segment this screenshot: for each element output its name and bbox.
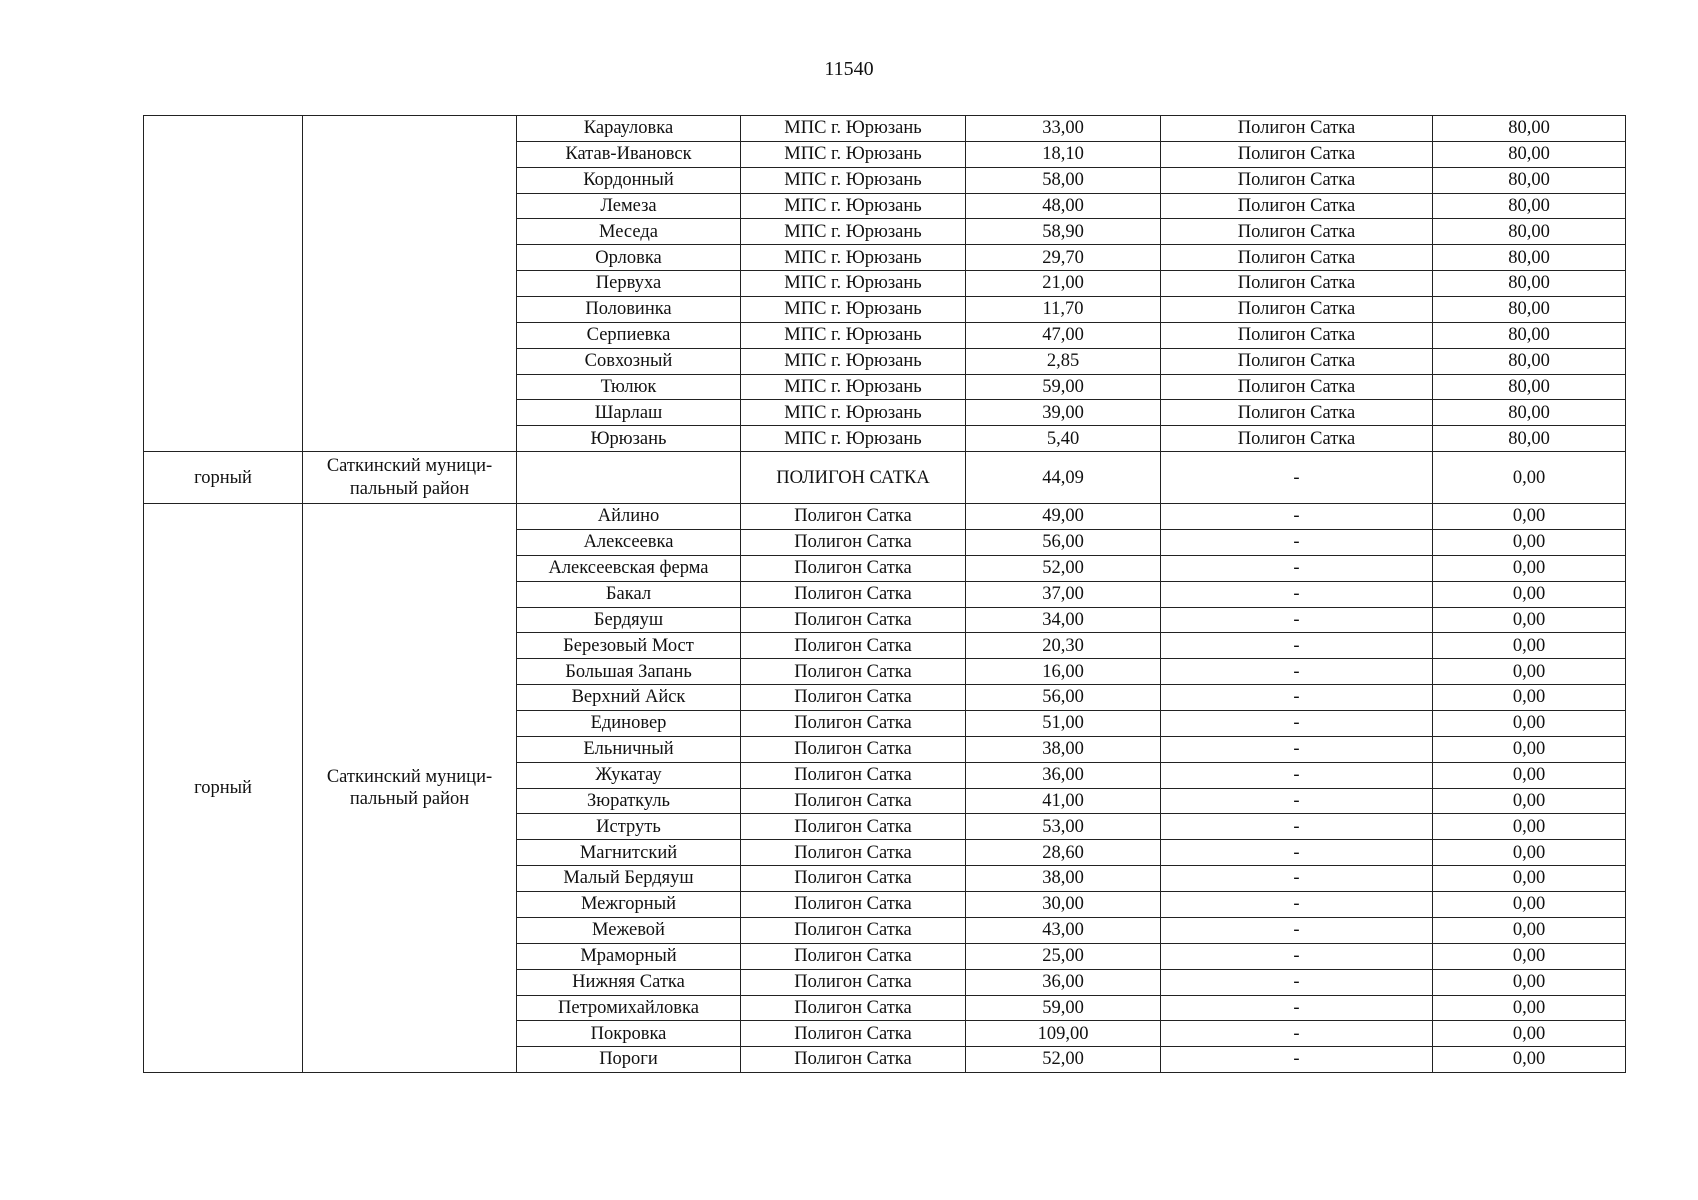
to-cell: - [1161,969,1433,995]
value-cell: 0,00 [1433,711,1626,737]
to-cell: - [1161,711,1433,737]
settlement-cell: Алексеевская ферма [517,555,741,581]
distance-cell: 41,00 [966,788,1161,814]
from-cell: Полигон Сатка [741,633,966,659]
distance-cell: 58,00 [966,167,1161,193]
from-cell: Полигон Сатка [741,943,966,969]
table-row [144,452,1626,504]
value-cell: 80,00 [1433,297,1626,323]
page-number: 11540 [824,58,874,80]
value-cell: 0,00 [1433,840,1626,866]
value-cell: 0,00 [1433,943,1626,969]
settlement-cell: Березовый Мост [517,633,741,659]
from-cell: ПОЛИГОН САТКА [741,452,966,504]
to-cell: - [1161,762,1433,788]
distance-cell: 56,00 [966,685,1161,711]
from-cell: МПС г. Юрюзань [741,374,966,400]
settlement-cell: Меседа [517,219,741,245]
from-cell: МПС г. Юрюзань [741,219,966,245]
to-cell: Полигон Сатка [1161,116,1433,142]
from-cell: Полигон Сатка [741,995,966,1021]
distance-cell: 51,00 [966,711,1161,737]
value-cell: 80,00 [1433,426,1626,452]
value-cell: 0,00 [1433,685,1626,711]
from-cell: МПС г. Юрюзань [741,116,966,142]
from-cell: Полигон Сатка [741,607,966,633]
from-cell: Полигон Сатка [741,555,966,581]
to-cell: - [1161,736,1433,762]
to-cell: - [1161,943,1433,969]
settlement-cell: Иструть [517,814,741,840]
value-cell: 0,00 [1433,1021,1626,1047]
from-cell: Полигон Сатка [741,762,966,788]
value-cell: 0,00 [1433,814,1626,840]
from-cell: Полигон Сатка [741,840,966,866]
from-cell: Полигон Сатка [741,1021,966,1047]
to-cell: Полигон Сатка [1161,271,1433,297]
to-cell: - [1161,555,1433,581]
from-cell: МПС г. Юрюзань [741,322,966,348]
from-cell: Полигон Сатка [741,1047,966,1073]
data-table [143,115,1626,1073]
value-cell: 80,00 [1433,245,1626,271]
to-cell: Полигон Сатка [1161,426,1433,452]
from-cell: МПС г. Юрюзань [741,271,966,297]
distance-cell: 59,00 [966,995,1161,1021]
value-cell: 80,00 [1433,400,1626,426]
distance-cell: 47,00 [966,322,1161,348]
settlement-cell: Первуха [517,271,741,297]
to-cell: - [1161,685,1433,711]
value-cell: 80,00 [1433,348,1626,374]
value-cell: 80,00 [1433,141,1626,167]
value-cell: 80,00 [1433,116,1626,142]
distance-cell: 36,00 [966,969,1161,995]
to-cell: Полигон Сатка [1161,219,1433,245]
settlement-cell: Кордонный [517,167,741,193]
to-cell: - [1161,788,1433,814]
distance-cell: 48,00 [966,193,1161,219]
value-cell: 80,00 [1433,167,1626,193]
distance-cell: 43,00 [966,917,1161,943]
settlement-cell: Алексеевка [517,530,741,556]
value-cell: 0,00 [1433,969,1626,995]
table-row [144,504,1626,530]
settlement-cell: Зюраткуль [517,788,741,814]
from-cell: МПС г. Юрюзань [741,297,966,323]
settlement-cell: Орловка [517,245,741,271]
from-cell: МПС г. Юрюзань [741,245,966,271]
from-cell: Полигон Сатка [741,711,966,737]
to-cell: - [1161,840,1433,866]
to-cell: - [1161,814,1433,840]
to-cell: - [1161,581,1433,607]
to-cell: Полигон Сатка [1161,322,1433,348]
settlement-cell: Шарлаш [517,400,741,426]
to-cell: Полигон Сатка [1161,245,1433,271]
value-cell: 0,00 [1433,555,1626,581]
to-cell: - [1161,504,1433,530]
distance-cell: 56,00 [966,530,1161,556]
value-cell: 0,00 [1433,633,1626,659]
to-cell: - [1161,866,1433,892]
value-cell: 0,00 [1433,1047,1626,1073]
settlement-cell: Мраморный [517,943,741,969]
from-cell: Полигон Сатка [741,814,966,840]
value-cell: 0,00 [1433,607,1626,633]
zone-cell: горный [144,452,303,504]
table-row [144,116,1626,142]
to-cell: - [1161,1021,1433,1047]
settlement-cell: Единовер [517,711,741,737]
value-cell: 0,00 [1433,917,1626,943]
settlement-cell [517,452,741,504]
from-cell: МПС г. Юрюзань [741,348,966,374]
settlement-cell: Серпиевка [517,322,741,348]
distance-cell: 38,00 [966,736,1161,762]
distance-cell: 11,70 [966,297,1161,323]
settlement-cell: Лемеза [517,193,741,219]
settlement-cell: Половинка [517,297,741,323]
to-cell: Полигон Сатка [1161,141,1433,167]
settlement-cell: Совхозный [517,348,741,374]
settlement-cell: Пороги [517,1047,741,1073]
distance-cell: 34,00 [966,607,1161,633]
value-cell: 80,00 [1433,193,1626,219]
from-cell: Полигон Сатка [741,530,966,556]
from-cell: МПС г. Юрюзань [741,193,966,219]
from-cell: Полигон Сатка [741,504,966,530]
distance-cell: 20,30 [966,633,1161,659]
distance-cell: 29,70 [966,245,1161,271]
from-cell: Полигон Сатка [741,892,966,918]
to-cell: - [1161,995,1433,1021]
distance-cell: 53,00 [966,814,1161,840]
settlement-cell: Магнитский [517,840,741,866]
settlement-cell: Юрюзань [517,426,741,452]
distance-cell: 16,00 [966,659,1161,685]
to-cell: Полигон Сатка [1161,193,1433,219]
district-cell [303,116,517,452]
settlement-cell: Петромихайловка [517,995,741,1021]
settlement-cell: Большая Запань [517,659,741,685]
settlement-cell: Жукатау [517,762,741,788]
value-cell: 0,00 [1433,995,1626,1021]
value-cell: 0,00 [1433,659,1626,685]
value-cell: 0,00 [1433,788,1626,814]
distance-cell: 39,00 [966,400,1161,426]
distance-cell: 21,00 [966,271,1161,297]
settlement-cell: Айлино [517,504,741,530]
settlement-cell: Малый Бердяуш [517,866,741,892]
settlement-cell: Карауловка [517,116,741,142]
from-cell: Полигон Сатка [741,736,966,762]
from-cell: Полигон Сатка [741,866,966,892]
distance-cell: 25,00 [966,943,1161,969]
distance-cell: 30,00 [966,892,1161,918]
settlement-cell: Покровка [517,1021,741,1047]
from-cell: МПС г. Юрюзань [741,167,966,193]
from-cell: Полигон Сатка [741,659,966,685]
to-cell: Полигон Сатка [1161,167,1433,193]
distance-cell: 38,00 [966,866,1161,892]
distance-cell: 52,00 [966,1047,1161,1073]
distance-cell: 18,10 [966,141,1161,167]
value-cell: 0,00 [1433,530,1626,556]
value-cell: 0,00 [1433,504,1626,530]
distance-cell: 49,00 [966,504,1161,530]
settlement-cell: Межгорный [517,892,741,918]
settlement-cell: Ельничный [517,736,741,762]
to-cell: - [1161,892,1433,918]
to-cell: - [1161,452,1433,504]
to-cell: - [1161,607,1433,633]
distance-cell: 2,85 [966,348,1161,374]
value-cell: 80,00 [1433,219,1626,245]
distance-cell: 59,00 [966,374,1161,400]
to-cell: Полигон Сатка [1161,297,1433,323]
from-cell: МПС г. Юрюзань [741,141,966,167]
zone-cell: горный [144,504,303,1073]
from-cell: Полигон Сатка [741,788,966,814]
value-cell: 0,00 [1433,452,1626,504]
distance-cell: 109,00 [966,1021,1161,1047]
distance-cell: 58,90 [966,219,1161,245]
to-cell: Полигон Сатка [1161,400,1433,426]
settlement-cell: Бакал [517,581,741,607]
settlement-cell: Межевой [517,917,741,943]
from-cell: Полигон Сатка [741,969,966,995]
district-cell: Саткинский муници-пальный район [303,452,517,504]
from-cell: Полигон Сатка [741,685,966,711]
distance-cell: 33,00 [966,116,1161,142]
to-cell: Полигон Сатка [1161,348,1433,374]
settlement-cell: Нижняя Сатка [517,969,741,995]
settlement-cell: Тюлюк [517,374,741,400]
value-cell: 80,00 [1433,374,1626,400]
settlement-cell: Бердяуш [517,607,741,633]
distance-cell: 28,60 [966,840,1161,866]
distance-cell: 52,00 [966,555,1161,581]
distance-cell: 44,09 [966,452,1161,504]
settlement-cell: Верхний Айск [517,685,741,711]
zone-cell [144,116,303,452]
to-cell: - [1161,659,1433,685]
value-cell: 80,00 [1433,322,1626,348]
value-cell: 0,00 [1433,736,1626,762]
from-cell: МПС г. Юрюзань [741,400,966,426]
settlement-cell: Катав-Ивановск [517,141,741,167]
value-cell: 80,00 [1433,271,1626,297]
to-cell: - [1161,530,1433,556]
from-cell: Полигон Сатка [741,581,966,607]
value-cell: 0,00 [1433,762,1626,788]
from-cell: МПС г. Юрюзань [741,426,966,452]
from-cell: Полигон Сатка [741,917,966,943]
distance-cell: 36,00 [966,762,1161,788]
to-cell: - [1161,1047,1433,1073]
to-cell: Полигон Сатка [1161,374,1433,400]
district-cell: Саткинский муници-пальный район [303,504,517,1073]
value-cell: 0,00 [1433,581,1626,607]
distance-cell: 37,00 [966,581,1161,607]
value-cell: 0,00 [1433,892,1626,918]
to-cell: - [1161,917,1433,943]
distance-cell: 5,40 [966,426,1161,452]
value-cell: 0,00 [1433,866,1626,892]
to-cell: - [1161,633,1433,659]
